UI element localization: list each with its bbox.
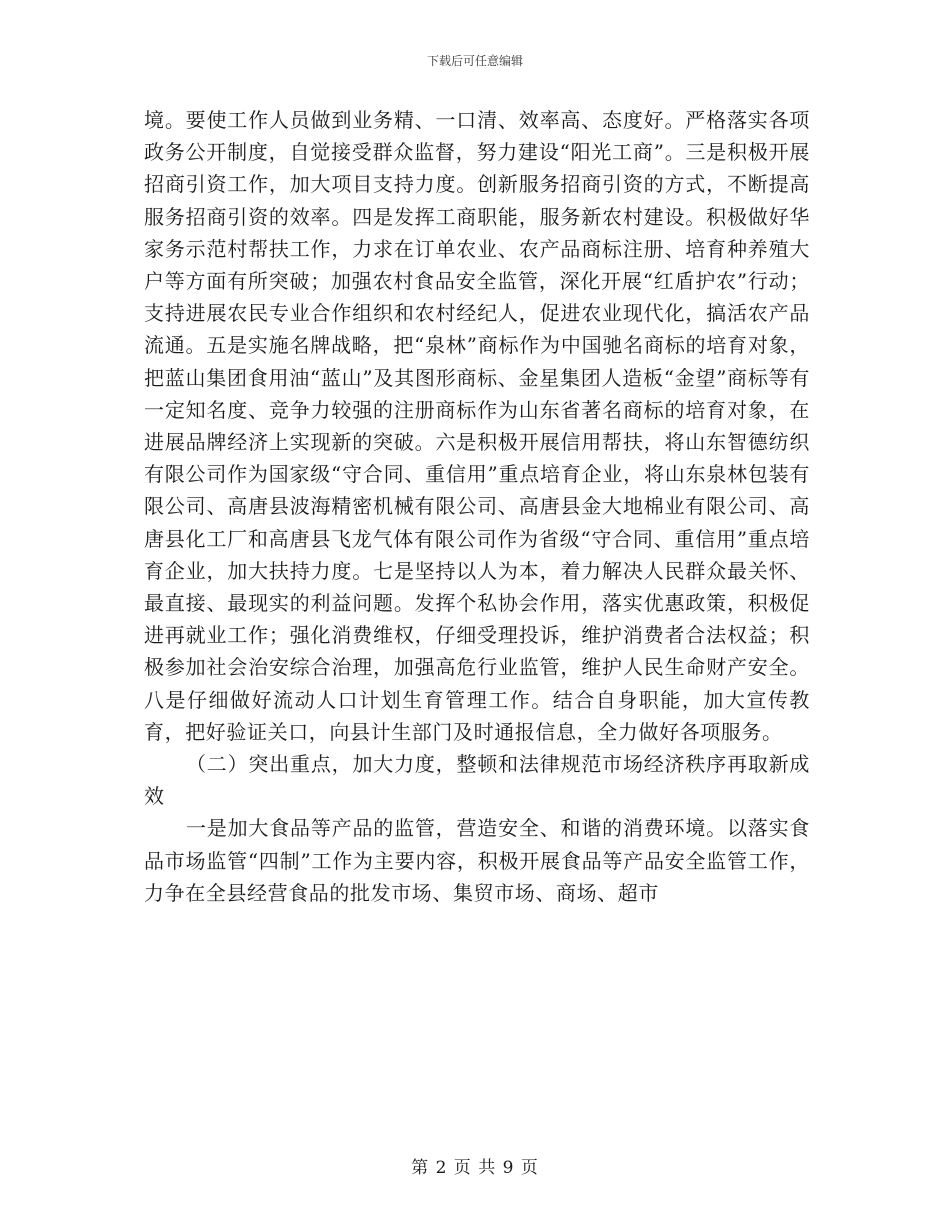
- page-number: 第 2 页 共 9 页: [411, 1158, 539, 1178]
- paragraph-continuation: 境。要使工作人员做到业务精、一口清、效率高、态度好。严格落实各项政务公开制度，自觉接受群众监督，努力建设“阳光工商”。三是积极开展招商引资工作，加大项目支持力度。创新服务招商引资的方式，不断提高服务招商引资的效率。四是发挥工商职能，服务新农村建设。积极做好华家务示范村帮扶工作，力求在订单农业、农产品商标注册、培育种养殖大户等方面有所突破；加强农村食品安全监管，深化开展“红盾护农”行动；支持进展农民专业合作组织和农村经纪人，促进农业现代化，搞活农产品流通。五是实施名牌战略，把“泉林”商标作为中国驰名商标的培育对象，把蓝山集团食用油“蓝山”及其图形商标、金星集团人造板“金望”商标等有一定知名度、竞争力较强的注册商标作为山东省著名商标的培育对象，在进展品牌经济上实现新的突破。六是积极开展信用帮扶，将山东智德纺织有限公司作为国家级“守合同、重信用”重点培育企业，将山东泉林包装有限公司、高唐县波海精密机械有限公司、高唐县金大地棉业有限公司、高唐县化工厂和高唐县飞龙气体有限公司作为省级“守合同、重信用”重点培育企业，加大扶持力度。七是坚持以人为本，着力解决人民群众最关怀、最直接、最现实的利益问题。发挥个私协会作用，落实优惠政策，积极促进再就业工作；强化消费维权，仔细受理投诉，维护消费者合法权益；积极参加社会治安综合治理，加强高危行业监管，维护人民生命财产安全。八是仔细做好流动人口计划生育管理工作。结合自身职能，加大宣传教育，把好验证关口，向县计生部门及时通报信息，全力做好各项服务。: [144, 108, 810, 744]
- section-heading: （二）突出重点，加大力度，整顿和法律规范市场经济秩序再取新成效: [144, 752, 810, 809]
- paragraph: 一是加大食品等产品的监管，营造安全、和谐的消费环境。以落实食品市场监管“四制”工作为主要内容，积极开展食品等产品安全监管工作，力争在全县经营食品的批发市场、集贸市场、商场、超市: [144, 816, 810, 905]
- page-header-note: 下载后可任意编辑: [426, 54, 523, 68]
- document-body: [144, 104, 810, 909]
